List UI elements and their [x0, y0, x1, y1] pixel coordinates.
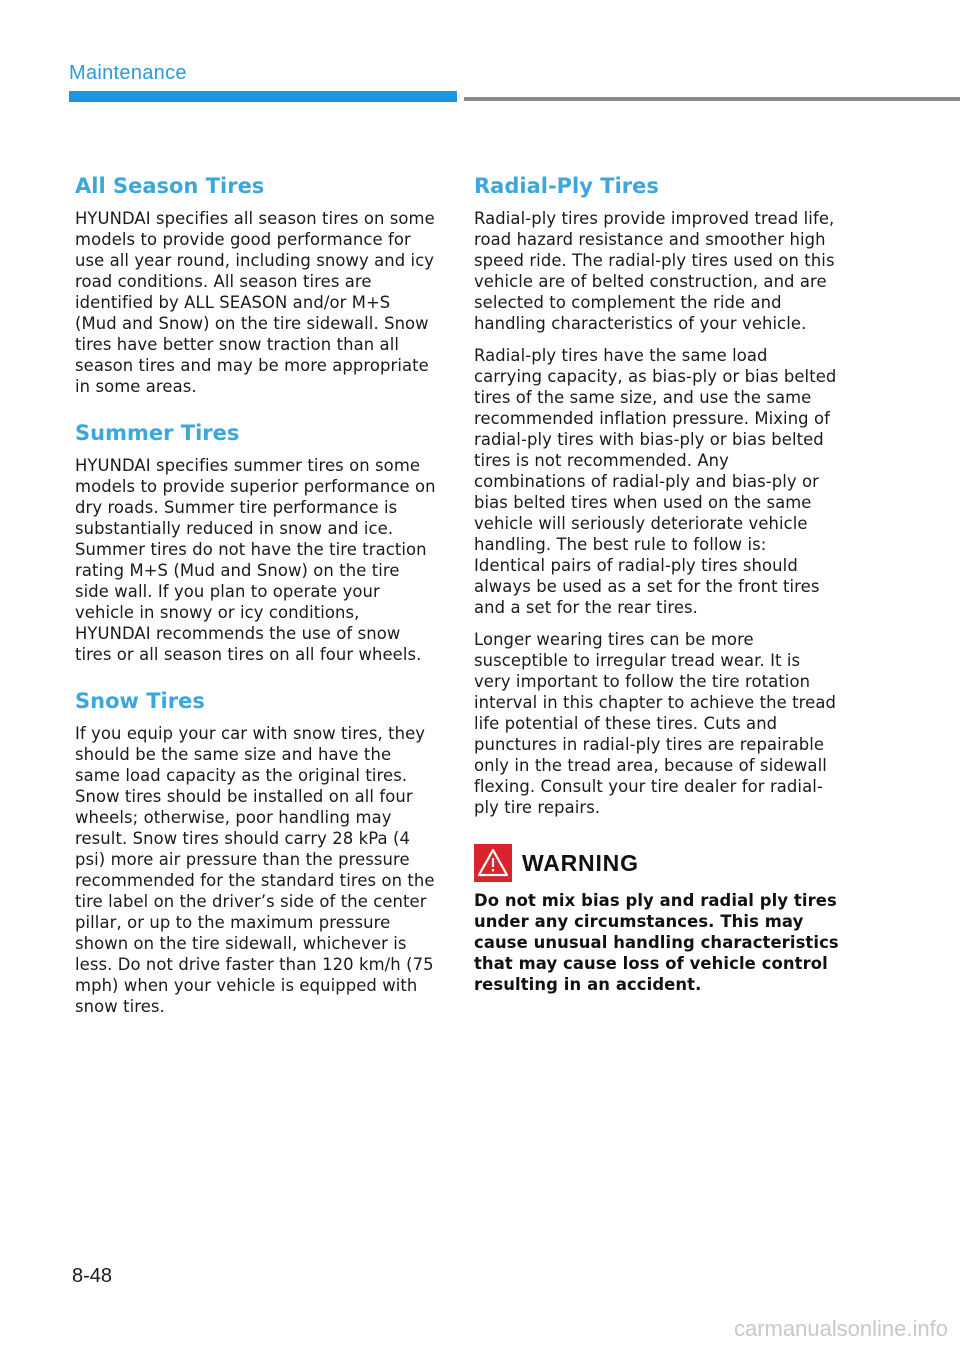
section-snow-tires	[75, 685, 437, 1017]
body-paragraph: HYUNDAI specifies all season tires on some models to provide good performance for use all year round, including snowy and icy road conditions. All season tires are identified by ALL SEASON and/or M+S (Mud and Snow) on the tire sidewall. Snow tires have better snow traction than all season tires and may be more appropriate in some areas.	[75, 209, 435, 396]
section-heading: All Season Tires	[75, 174, 265, 198]
body-paragraph: Radial-ply tires provide improved tread life, road hazard resistance and smoother high speed ride. The radial-ply tires used on this vehicle are of belted construction, and are selected to complement the ride and handling characteristics of your vehicle.	[474, 209, 835, 333]
section-heading: Radial-Ply Tires	[474, 174, 659, 198]
warning-header	[474, 844, 840, 882]
header-accent-rule	[69, 91, 457, 102]
warning-text: Do not mix bias ply and radial ply tires under any circumstances. This may cause unusual handling characteristics that may cause loss of vehicle control resulting in an accident.	[474, 891, 839, 994]
body-paragraph: HYUNDAI specifies summer tires on some models to provide superior performance on dry roads. Summer tire performance is substantially reduced in snow and ice. Summer tires do not have the tire traction rating M+S (Mud and Snow) on the tire side wall. If you plan to operate your vehicle in snowy or icy conditions, HYUNDAI recommends the use of snow tires or all season tires on all four wheels.	[75, 456, 436, 664]
body-paragraph: If you equip your car with snow tires, they should be the same size and have the same load capacity as the original tires. Snow tires should be installed on all four wheels; otherwise, poor handling may result. Snow tires should carry 28 kPa (4 psi) more air pressure than the pressure recommended for the standard tires on the tire label on the driver’s side of the center pillar, or up to the maximum pressure shown on the tire sidewall, whichever is less. Do not drive faster than 120 km/h (75 mph) when your vehicle is equipped with snow tires.	[75, 724, 435, 1016]
warning-box	[474, 844, 840, 995]
section-all-season-tires	[75, 170, 437, 397]
section-radial-ply-tires	[474, 170, 840, 818]
body-paragraph: Longer wearing tires can be more susceptible to irregular tread wear. It is very important to follow the tire rotation interval in this chapter to achieve the tread life potential of these tires. Cuts and punctures in radial-ply tires are repairable only in the tread area, because of sidewall flexing. Consult your tire dealer for radial-ply tire repairs.	[474, 630, 836, 817]
section-title: Maintenance	[69, 62, 187, 84]
body-paragraph: Radial-ply tires have the same load carrying capacity, as bias-ply or bias belted tires of the same size, and use the same recommended inflation pressure. Mixing of radial-ply tires with bias-ply or bias belted tires is not recommended. Any combinations of radial-ply and bias-ply or bias belted tires when used on the same vehicle will seriously deteriorate vehicle handling. The best rule to follow is: Identical pairs of radial-ply tires should always be used as a set for the front tires and a set for the rear tires.	[474, 346, 837, 617]
section-heading: Summer Tires	[75, 421, 240, 445]
section-summer-tires	[75, 417, 437, 665]
watermark: carmanualsonline.info	[733, 1316, 948, 1341]
header-divider-rule	[464, 97, 960, 101]
page-number: 8-48	[72, 1265, 113, 1287]
left-column	[75, 170, 437, 1037]
section-heading: Snow Tires	[75, 689, 205, 713]
warning-triangle-icon	[474, 844, 512, 882]
warning-label: WARNING	[522, 849, 639, 876]
right-column	[474, 170, 840, 995]
